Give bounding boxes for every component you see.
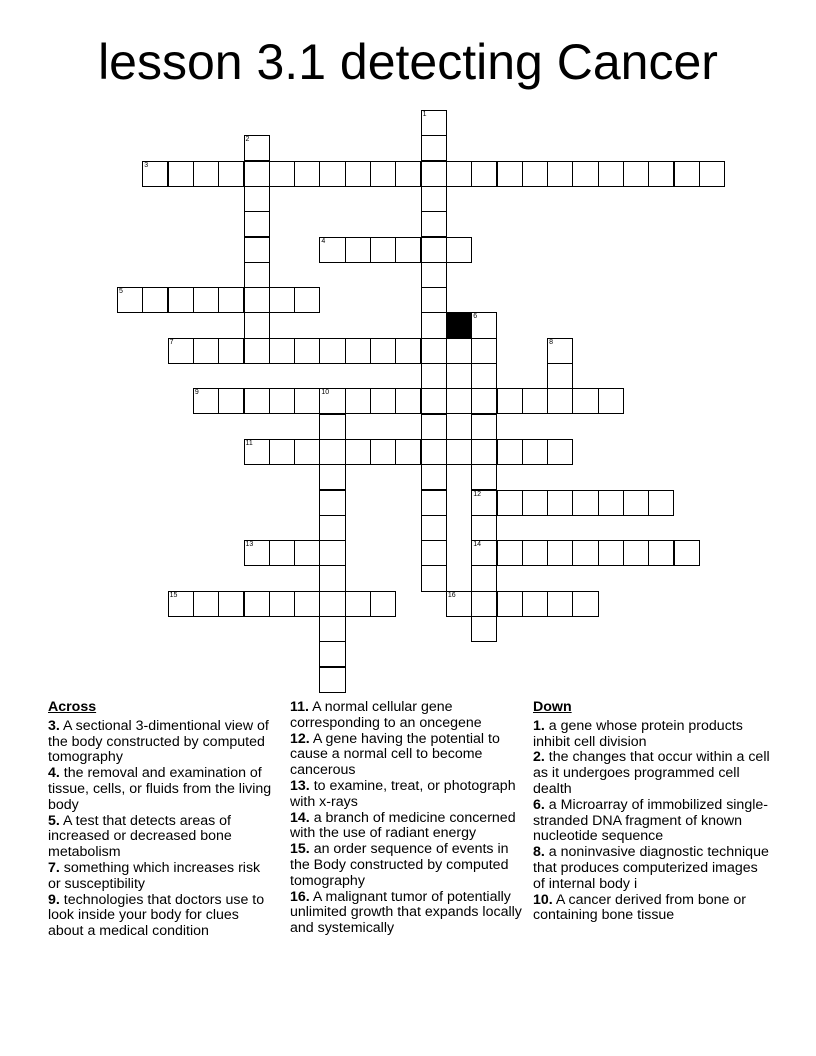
grid-cell[interactable] xyxy=(471,312,497,338)
clue-number: 11 xyxy=(245,439,253,447)
grid-cell[interactable] xyxy=(294,439,320,465)
grid-cell[interactable] xyxy=(522,591,548,617)
clue xyxy=(533,750,773,797)
grid-cell[interactable] xyxy=(319,667,345,693)
grid-cell[interactable] xyxy=(471,338,497,364)
grid-cell[interactable] xyxy=(294,338,320,364)
grid-cell[interactable] xyxy=(319,641,345,667)
clue-text: the removal and examination of tissue, cells, or fluids from the living body xyxy=(48,765,272,813)
grid-cell[interactable] xyxy=(446,591,472,617)
clue xyxy=(290,811,526,843)
grid-cell[interactable] xyxy=(421,388,447,414)
puzzle-title: lesson 3.1 detecting Cancer xyxy=(98,34,718,90)
grid-cell[interactable] xyxy=(319,237,345,263)
grid-cell[interactable] xyxy=(648,161,674,187)
clue-number: 14. xyxy=(290,809,310,826)
clue-number: 6 xyxy=(473,313,478,321)
grid-cell[interactable] xyxy=(244,237,270,263)
clue-text: A test that detects areas of increased or decreased bone metabolism xyxy=(48,812,232,861)
grid-cell[interactable] xyxy=(244,262,270,288)
grid-cell[interactable] xyxy=(244,388,270,414)
clue-number: 6. xyxy=(533,796,545,813)
grid-cell[interactable] xyxy=(471,464,497,490)
clue-number: 15. xyxy=(290,841,310,858)
grid-cell[interactable] xyxy=(471,161,497,187)
clue-text: A gene having the potential to cause a normal cell to become cancerous xyxy=(290,730,500,779)
grid-cell[interactable] xyxy=(421,186,447,212)
grid-cell[interactable] xyxy=(193,338,219,364)
clue-text: a branch of medicine concerned with the use of radiant energy xyxy=(290,809,516,842)
clue-number: 7. xyxy=(48,859,60,876)
clue-number: 13 xyxy=(245,541,254,549)
clue xyxy=(48,861,276,893)
clue xyxy=(290,842,526,889)
grid-cell[interactable] xyxy=(522,439,548,465)
grid-cell[interactable] xyxy=(421,237,447,263)
grid-cell[interactable] xyxy=(623,161,649,187)
grid-cell[interactable] xyxy=(244,312,270,338)
clue-number: 1 xyxy=(422,111,427,118)
clue-number: 12 xyxy=(473,490,481,498)
clue-number: 13. xyxy=(290,777,310,794)
clue-number: 4. xyxy=(48,765,60,782)
grid-cell[interactable] xyxy=(168,591,194,617)
grid-cell[interactable] xyxy=(345,161,371,187)
clue xyxy=(533,893,773,925)
grid-cell[interactable] xyxy=(319,388,345,414)
grid-cell[interactable] xyxy=(497,591,523,617)
grid-cell[interactable] xyxy=(370,439,396,465)
grid-cell[interactable] xyxy=(319,338,345,364)
grid-cell[interactable] xyxy=(244,591,270,617)
grid-cell[interactable] xyxy=(218,161,244,187)
grid-cell[interactable] xyxy=(370,161,396,187)
clue xyxy=(533,798,773,845)
grid-cell[interactable] xyxy=(421,338,447,364)
clue xyxy=(48,719,276,766)
grid-cell[interactable] xyxy=(446,439,472,465)
grid-cell[interactable] xyxy=(319,490,345,516)
clue-number: 3. xyxy=(48,717,60,734)
grid-cell[interactable] xyxy=(345,338,371,364)
clue-number: 5 xyxy=(119,288,123,296)
grid-cell[interactable] xyxy=(319,439,345,465)
grid-cell[interactable] xyxy=(421,287,447,313)
clue-text: A cancer derived from bone or containing bone tissue xyxy=(533,891,746,924)
grid-cell[interactable] xyxy=(269,388,295,414)
grid-cell[interactable] xyxy=(598,388,624,414)
grid-cell[interactable] xyxy=(572,490,598,516)
grid-cell[interactable] xyxy=(421,312,447,338)
clue xyxy=(533,719,773,751)
grid-cell[interactable] xyxy=(370,591,396,617)
clue-number: 16. xyxy=(290,888,310,905)
grid-cell[interactable] xyxy=(471,363,497,389)
grid-cell[interactable] xyxy=(547,161,573,187)
grid-cell[interactable] xyxy=(446,338,472,364)
clue-text: a noninvasive diagnostic technique that produces computerized images of internal body i xyxy=(533,844,769,892)
grid-cell[interactable] xyxy=(269,338,295,364)
grid-cell[interactable] xyxy=(345,439,371,465)
grid-cell[interactable] xyxy=(244,287,270,313)
clue xyxy=(290,779,526,811)
grid-cell[interactable] xyxy=(522,490,548,516)
across-heading: Across xyxy=(48,699,97,715)
grid-cell[interactable] xyxy=(294,388,320,414)
grid-cell[interactable] xyxy=(117,287,143,313)
grid-cell[interactable] xyxy=(193,591,219,617)
grid-cell[interactable] xyxy=(319,616,345,642)
grid-cell[interactable] xyxy=(572,388,598,414)
grid-cell[interactable] xyxy=(446,237,472,263)
grid-cell[interactable] xyxy=(244,186,270,212)
grid-cell[interactable] xyxy=(547,591,573,617)
clue-number: 11. xyxy=(290,699,309,715)
grid-cell[interactable] xyxy=(572,161,598,187)
grid-cell[interactable] xyxy=(471,439,497,465)
grid-cell[interactable] xyxy=(319,515,345,541)
clue xyxy=(533,845,773,892)
grid-cell[interactable] xyxy=(168,287,194,313)
grid-cell[interactable] xyxy=(547,338,573,364)
down-clue-list xyxy=(533,719,773,924)
grid-cell[interactable] xyxy=(142,287,168,313)
grid-cell[interactable] xyxy=(395,161,421,187)
grid-cell[interactable] xyxy=(497,439,523,465)
across-clue-list xyxy=(48,719,276,940)
grid-cell[interactable] xyxy=(421,439,447,465)
grid-cell[interactable] xyxy=(421,262,447,288)
clue xyxy=(48,766,276,813)
clue-number: 5. xyxy=(48,812,60,829)
black-square xyxy=(446,312,472,338)
grid-cell[interactable] xyxy=(193,161,219,187)
grid-cell[interactable] xyxy=(345,388,371,414)
grid-cell[interactable] xyxy=(471,565,497,591)
grid-cell[interactable] xyxy=(648,540,674,566)
grid-cell[interactable] xyxy=(168,161,194,187)
clue-number: 3 xyxy=(144,161,149,169)
grid-cell[interactable] xyxy=(269,161,295,187)
clue-number: 2. xyxy=(533,749,545,766)
grid-cell[interactable] xyxy=(598,540,624,566)
grid-cell[interactable] xyxy=(547,540,573,566)
grid-cell[interactable] xyxy=(572,591,598,617)
clue-number: 12. xyxy=(290,730,310,747)
grid-cell[interactable] xyxy=(244,338,270,364)
clue-number: 16 xyxy=(447,591,456,599)
grid-cell[interactable] xyxy=(294,591,320,617)
grid-cell[interactable] xyxy=(598,161,624,187)
grid-cell[interactable] xyxy=(547,363,573,389)
clue-number: 9. xyxy=(48,891,60,908)
grid-cell[interactable] xyxy=(421,540,447,566)
clue-text: A malignant tumor of potentially unlimited growth that expands locally and systemically xyxy=(290,888,522,937)
grid-cell[interactable] xyxy=(421,565,447,591)
grid-cell[interactable] xyxy=(446,161,472,187)
clue-text: the changes that occur within a cell as it undergoes programmed cell dealth xyxy=(533,749,770,797)
clue-text: a gene whose protein products inhibit cell division xyxy=(533,717,743,750)
clue-number: 15 xyxy=(169,591,178,599)
clue xyxy=(290,700,526,732)
grid-cell[interactable] xyxy=(319,414,345,440)
grid-cell[interactable] xyxy=(319,161,345,187)
grid-cell[interactable] xyxy=(674,540,700,566)
clue-number: 7 xyxy=(169,338,174,346)
across-clues-continued-column xyxy=(290,700,526,937)
clue-text: a Microarray of immobilized single-stranded DNA fragment of known nucleotide sequence xyxy=(533,796,768,845)
down-heading: Down xyxy=(533,699,572,715)
grid-cell[interactable] xyxy=(244,211,270,237)
grid-cell[interactable] xyxy=(522,540,548,566)
grid-cell[interactable] xyxy=(370,237,396,263)
grid-cell[interactable] xyxy=(421,515,447,541)
grid-cell[interactable] xyxy=(674,161,700,187)
clue-number: 2 xyxy=(245,136,250,144)
grid-cell[interactable] xyxy=(218,388,244,414)
grid-cell[interactable] xyxy=(471,388,497,414)
grid-cell[interactable] xyxy=(269,287,295,313)
clue-number: 1. xyxy=(533,717,545,734)
clue-text: A normal cellular gene corresponding to an oncegene xyxy=(290,699,482,731)
grid-cell[interactable] xyxy=(319,540,345,566)
grid-cell[interactable] xyxy=(471,616,497,642)
grid-cell[interactable] xyxy=(395,338,421,364)
across-clues-column xyxy=(48,700,276,940)
across-clue-list-continued xyxy=(290,700,526,937)
grid-cell[interactable] xyxy=(421,161,447,187)
clue-number: 14 xyxy=(473,541,481,549)
grid-cell[interactable] xyxy=(319,565,345,591)
grid-cell[interactable] xyxy=(294,161,320,187)
clue-number: 8. xyxy=(533,844,545,861)
grid-cell[interactable] xyxy=(345,591,371,617)
grid-cell[interactable] xyxy=(421,490,447,516)
grid-cell[interactable] xyxy=(218,338,244,364)
grid-cell[interactable] xyxy=(421,135,447,161)
grid-cell[interactable] xyxy=(218,591,244,617)
grid-cell[interactable] xyxy=(395,388,421,414)
grid-cell[interactable] xyxy=(345,237,371,263)
grid-cell[interactable] xyxy=(244,439,270,465)
grid-cell[interactable] xyxy=(294,540,320,566)
grid-cell[interactable] xyxy=(370,388,396,414)
grid-cell[interactable] xyxy=(193,287,219,313)
grid-cell[interactable] xyxy=(269,540,295,566)
grid-cell[interactable] xyxy=(319,591,345,617)
grid-cell[interactable] xyxy=(421,414,447,440)
grid-cell[interactable] xyxy=(497,388,523,414)
clue-number: 10 xyxy=(321,389,330,397)
grid-cell[interactable] xyxy=(244,540,270,566)
grid-cell[interactable] xyxy=(497,540,523,566)
grid-cell[interactable] xyxy=(421,363,447,389)
grid-cell[interactable] xyxy=(421,464,447,490)
grid-cell[interactable] xyxy=(623,540,649,566)
grid-cell[interactable] xyxy=(648,490,674,516)
clue xyxy=(290,890,526,937)
clue-text: A sectional 3-dimentional view of the body constructed by computed tomography xyxy=(48,717,269,766)
clue-number: 9 xyxy=(194,389,199,397)
grid-cell[interactable] xyxy=(547,388,573,414)
grid-cell[interactable] xyxy=(168,338,194,364)
clue-text: to examine, treat, or photograph with x-rays xyxy=(290,777,516,810)
grid-cell[interactable] xyxy=(471,515,497,541)
grid-cell[interactable] xyxy=(446,388,472,414)
down-clues-column xyxy=(533,700,773,924)
grid-cell[interactable] xyxy=(598,490,624,516)
clue xyxy=(48,814,276,861)
grid-cell[interactable] xyxy=(471,591,497,617)
grid-cell[interactable] xyxy=(269,591,295,617)
grid-cell[interactable] xyxy=(319,464,345,490)
grid-cell[interactable] xyxy=(547,490,573,516)
clue-number: 10. xyxy=(533,891,553,908)
clue-number: 4 xyxy=(321,237,326,245)
grid-cell[interactable] xyxy=(572,540,598,566)
grid-cell[interactable] xyxy=(471,414,497,440)
grid-cell[interactable] xyxy=(142,161,168,187)
grid-cell[interactable] xyxy=(294,287,320,313)
grid-cell[interactable] xyxy=(193,388,219,414)
grid-cell[interactable] xyxy=(471,540,497,566)
clue-text: something which increases risk or susceptibility xyxy=(48,859,261,892)
grid-cell[interactable] xyxy=(269,439,295,465)
grid-cell[interactable] xyxy=(522,161,548,187)
grid-cell[interactable] xyxy=(497,161,523,187)
clue xyxy=(290,732,526,779)
grid-cell[interactable] xyxy=(370,338,396,364)
grid-cell[interactable] xyxy=(471,490,497,516)
grid-cell[interactable] xyxy=(395,237,421,263)
grid-cell[interactable] xyxy=(421,110,447,136)
grid-cell[interactable] xyxy=(623,490,649,516)
grid-cell[interactable] xyxy=(218,287,244,313)
grid-cell[interactable] xyxy=(547,439,573,465)
clue-text: technologies that doctors use to look inside your body for clues about a medical condition xyxy=(48,891,265,940)
grid-cell[interactable] xyxy=(421,211,447,237)
grid-cell[interactable] xyxy=(395,439,421,465)
grid-cell[interactable] xyxy=(244,135,270,161)
grid-cell[interactable] xyxy=(497,490,523,516)
clue xyxy=(48,893,276,940)
grid-cell[interactable] xyxy=(522,388,548,414)
clue-number: 8 xyxy=(549,338,553,346)
grid-cell[interactable] xyxy=(699,161,725,187)
grid-cell[interactable] xyxy=(244,161,270,187)
clue-text: an order sequence of events in the Body constructed by computed tomography xyxy=(290,841,509,889)
